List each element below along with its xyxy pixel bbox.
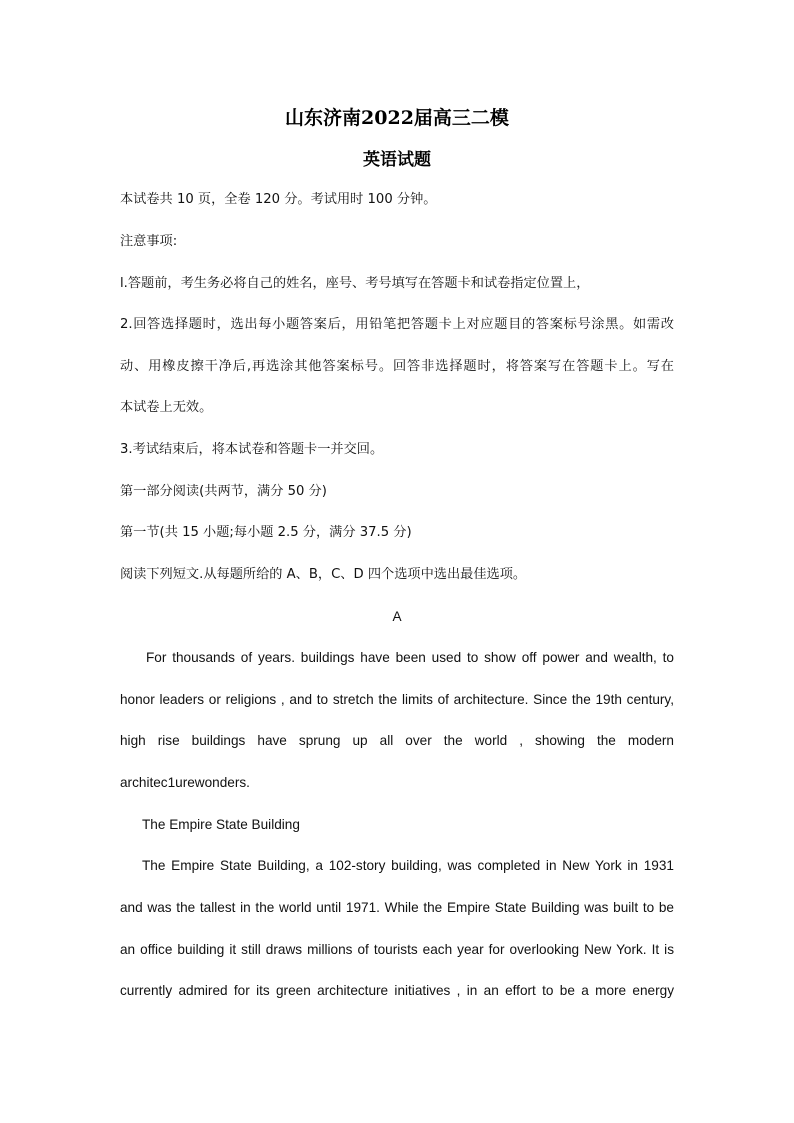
- notice-item-1: l.答题前，考生务必将自己的姓名，座号、考号填写在答题卡和试卷指定位置上，: [120, 276, 590, 291]
- passage-p1-line-1: For thousands of years. buildings have been used to show off power and wealth, to: [146, 650, 674, 665]
- passage-p1-line-4: architec1urewonders.: [120, 775, 250, 790]
- notice-heading: 注意事项:: [120, 234, 178, 249]
- section-directions: 阅读下列短文.从每题所给的 A、B，C、D 四个选项中选出最佳选项。: [120, 567, 527, 582]
- passage-p1-line-3: high rise buildings have sprung up all over the world , showing the modern: [120, 733, 674, 748]
- passage-label: A: [392, 609, 402, 624]
- passage-p2-line-2: and was the tallest in the world until 1971. While the Empire State Building was built to be: [120, 900, 674, 915]
- notice-item-2-line-3: 本试卷上无效。: [120, 400, 213, 415]
- passage-p2-line-1: The Empire State Building, a 102-story building, was completed in New York in 1931: [142, 858, 674, 873]
- section-heading: 第一节(共 15 小题;每小题 2.5 分，满分 37.5 分): [120, 525, 412, 540]
- part-heading: 第一部分阅读(共两节，满分 50 分): [120, 484, 327, 499]
- notice-item-2-line-2: 动、用橡皮擦干净后,再选涂其他答案标号。回答非选择题时，将答案写在答题卡上。写在: [120, 359, 674, 374]
- page-title: 山东济南2022届高三二模: [285, 107, 509, 129]
- page-subtitle: 英语试题: [363, 150, 431, 170]
- notice-item-3: 3.考试结束后，将本试卷和答题卡一并交回。: [120, 442, 384, 457]
- passage-p2-line-4: currently admired for its green architecture initiatives , in an effort to be a more energy: [120, 983, 674, 998]
- exam-intro: 本试卷共 10 页，全卷 120 分。考试用时 100 分钟。: [120, 192, 437, 207]
- passage-p1-line-2: honor leaders or religions , and to stretch the limits of architecture. Since the 19th century,: [120, 692, 674, 707]
- passage-p2-line-3: an office building it still draws millions of tourists each year for overlooking New York. It is: [120, 942, 674, 957]
- notice-item-2-line-1: 2.回答选择题时，选出每小题答案后，用铅笔把答题卡上对应题目的答案标号涂黑。如需改: [120, 317, 674, 332]
- passage-heading: The Empire State Building: [142, 817, 300, 832]
